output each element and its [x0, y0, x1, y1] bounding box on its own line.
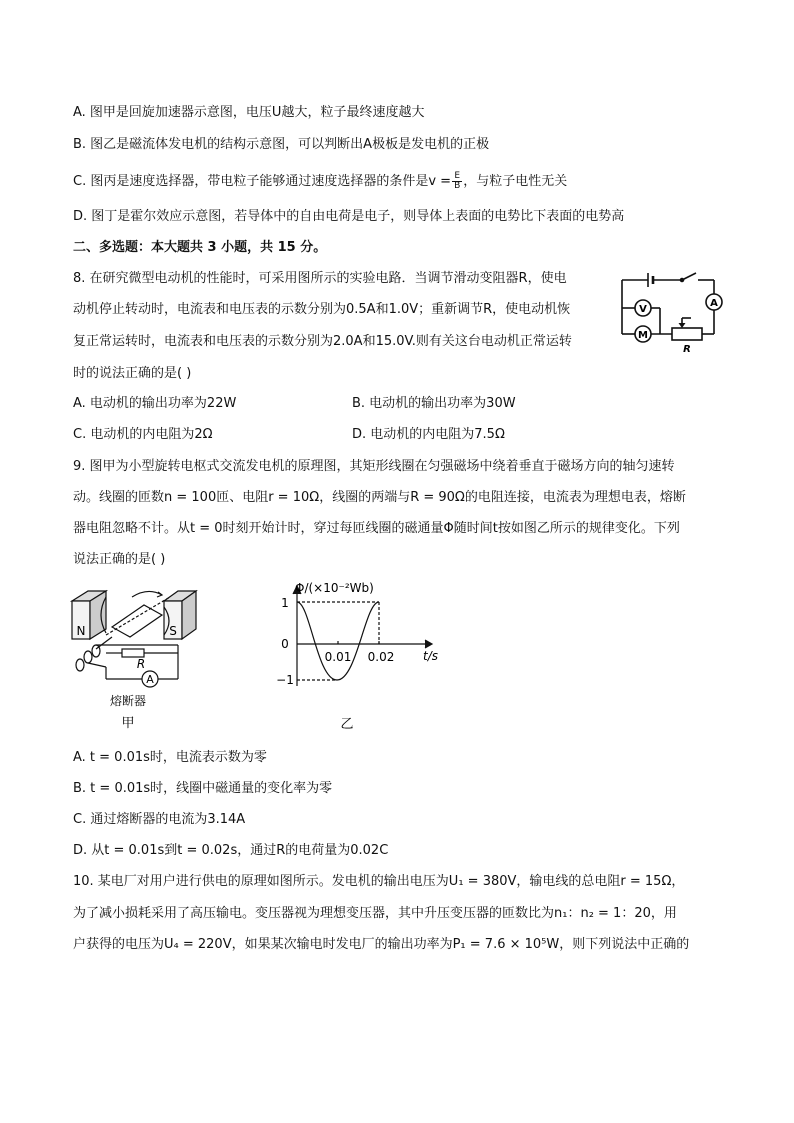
- q10-line-2: 为了减小损耗采用了高压输电。变压器视为理想变压器，其中升压变压器的匝数比为n₁：n₂ = 1：20，用: [73, 906, 677, 921]
- fraction-numerator: E: [452, 172, 462, 182]
- q9-line-3: 器电阻忽略不计。从t = 0时刻开始计时，穿过每匝线圈的磁通量Φ随时间t按如图乙所示的规律变化。下列: [73, 521, 680, 536]
- q8-option-c: C. 电动机的内电阻为2Ω: [73, 427, 213, 442]
- q7-option-c: [73, 172, 567, 191]
- section-heading: 二、多选题：本大题共 3 小题，共 15 分。: [73, 240, 327, 255]
- q8-line-2: 动机停止转动时，电流表和电压表的示数分别为0.5A和1.0V；重新调节R，使电动机恢: [73, 302, 571, 317]
- q7-option-d: D. 图丁是霍尔效应示意图，若导体中的自由电荷是电子，则导体上表面的电势比下表面的电势高: [73, 209, 625, 224]
- q7-option-c-suffix: ，与粒子电性无关: [463, 174, 568, 189]
- tick-x2: 0.02: [367, 650, 395, 664]
- q9-option-a: A. t = 0.01s时，电流表示数为零: [73, 750, 267, 765]
- graph-ylabel: Φ/(×10⁻²Wb): [295, 581, 374, 595]
- q7-option-c-text: C. 图丙是速度选择器，带电粒子能够通过速度选择器的条件是v =: [73, 174, 452, 189]
- q8-option-a: A. 电动机的输出功率为22W: [73, 396, 237, 411]
- q9-line-2: 动。线圈的匝数n = 100匝、电阻r = 10Ω，线圈的两端与R = 90Ω的电阻连接，电流表为理想电表，熔断: [73, 490, 686, 505]
- rheostat-label: R: [683, 344, 691, 354]
- q9-option-d: D. 从t = 0.01s到t = 0.02s，通过R的电荷量为0.02C: [73, 843, 389, 858]
- q9-option-c: C. 通过熔断器的电流为3.14A: [73, 812, 246, 827]
- fuse-label: 熔断器: [109, 694, 147, 708]
- q8-circuit-diagram: [614, 268, 726, 354]
- tick-y-neg: −1: [276, 673, 294, 687]
- q8-line-3: 复正常运转时，电流表和电压表的示数分别为2.0A和15.0V.则有关这台电动机正常运转: [73, 334, 572, 349]
- q8-line-4: 时的说法正确的是( ): [73, 366, 192, 381]
- q9-line-4: 说法正确的是( ): [73, 552, 166, 567]
- q8-option-d: D. 电动机的内电阻为7.5Ω: [352, 427, 505, 442]
- fraction-denominator: B: [454, 181, 461, 191]
- velocity-fraction: [452, 172, 462, 191]
- q8-line-1: 8. 在研究微型电动机的性能时，可采用图所示的实验电路．当调节滑动变阻器R，使电: [73, 271, 567, 286]
- ammeter-label: A: [146, 673, 154, 686]
- figure-yi-flux-graph: [255, 578, 445, 736]
- voltmeter-label: V: [639, 304, 647, 315]
- figure-jia-generator: [66, 583, 216, 733]
- resistor-label: R: [136, 657, 146, 671]
- graph-xlabel: t/s: [423, 649, 438, 663]
- tick-zero: 0: [281, 637, 289, 651]
- q10-line-3: 户获得的电压为U₄ = 220V，如果某次输电时发电厂的输出功率为P₁ = 7.6 × 10⁵W，则下列说法中正确的: [73, 937, 690, 952]
- pole-s-label: S: [169, 624, 177, 638]
- q7-option-a: A. 图甲是回旋加速器示意图，电压U越大，粒子最终速度越大: [73, 105, 425, 120]
- ammeter-label: A: [710, 298, 718, 309]
- q10-line-1: 10. 某电厂对用户进行供电的原理如图所示。发电机的输出电压为U₁ = 380V，输电线的总电阻r = 15Ω，: [73, 874, 685, 889]
- motor-label: M: [638, 330, 648, 341]
- pole-n-label: N: [76, 624, 86, 638]
- q7-option-b: B. 图乙是磁流体发电机的结构示意图，可以判断出A极板是发电机的正极: [73, 137, 490, 152]
- tick-x1: 0.01: [324, 650, 352, 664]
- q9-line-1: 9. 图甲为小型旋转电枢式交流发电机的原理图，其矩形线圈在匀强磁场中绕着垂直于磁场方向的轴匀速转: [73, 459, 675, 474]
- q8-option-b: B. 电动机的输出功率为30W: [352, 396, 516, 411]
- figure-jia-caption: 甲: [121, 716, 135, 731]
- tick-y-pos: 1: [281, 596, 289, 610]
- q9-option-b: B. t = 0.01s时，线圈中磁通量的变化率为零: [73, 781, 333, 796]
- figure-yi-caption: 乙: [340, 717, 354, 732]
